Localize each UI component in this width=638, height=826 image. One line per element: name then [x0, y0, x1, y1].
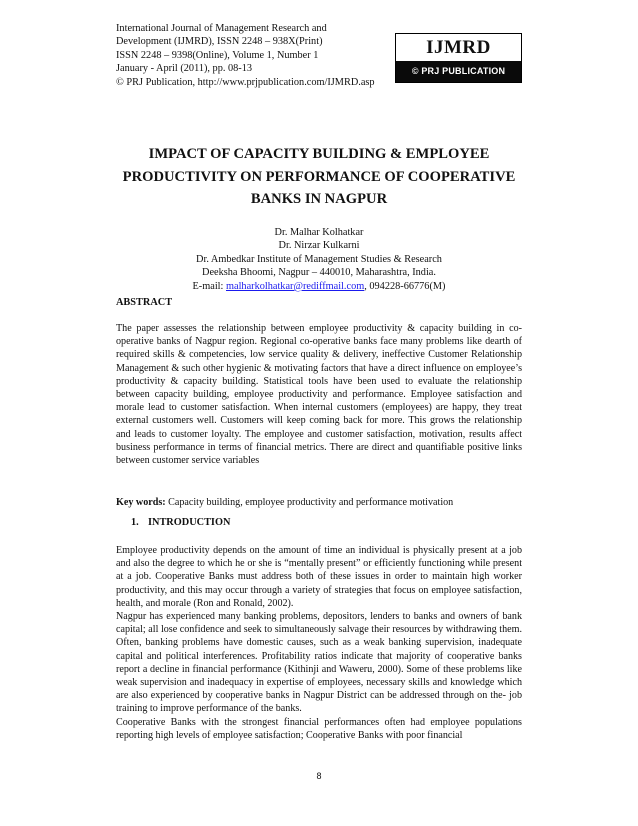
journal-logo-box [395, 33, 522, 83]
journal-line: January - April (2011), pp. 08-13 [116, 63, 253, 75]
title-line: IMPACT OF CAPACITY BUILDING & EMPLOYEE [148, 146, 490, 162]
journal-logo-title: IJMRD [426, 37, 491, 58]
keywords-label: Key words: [116, 497, 166, 508]
journal-header [116, 22, 406, 89]
publisher-banner: © PRJ PUBLICATION [396, 61, 521, 82]
author-affiliation: Dr. Ambedkar Institute of Management Studies & Research [196, 253, 442, 265]
abstract-paragraph: The paper assesses the relationship between employee productivity & capacity building in co-operative banks of Nagpur region. Regional co-operative banks face many problems like dearth of required skills & competencies, low service quality & delivery, ineffective Customer Relationship Management & such other hygienic & motivating factors that have a direct influence on employee’s productivity & capacity building. Statistical tools have been used to evaluate the relationship between capacity building, employee productivity and performance. Employee satisfaction and morale lead to customer satisfaction. When internal customers (employees) are happy, they treat external customers well. Customers will keep coming back for more. This grows the relationship and leads to customer loyalty. The employee and customer satisfaction, motivation, results affect business performance in terms of financial metrics. There are direct and quantifiable positive links between customer service variables [116, 323, 522, 467]
title-line: PRODUCTIVITY ON PERFORMANCE OF COOPERATIVE [122, 168, 516, 185]
keywords-text: Capacity building, employee productivity and performance motivation [165, 497, 454, 508]
journal-line: © PRJ Publication, http://www.prjpublication.com/IJMRD.asp [116, 76, 375, 88]
paper-title [116, 143, 522, 211]
author-address: Deeksha Bhoomi, Nagpur – 440010, Maharashtra, India. [202, 267, 436, 279]
introduction-body [116, 544, 522, 742]
journal-line: ISSN 2248 – 9398(Online), Volume 1, Number 1 [116, 49, 319, 61]
journal-line: Development (IJMRD), ISSN 2248 – 938X(Print) [116, 36, 323, 48]
keywords-line [116, 496, 522, 509]
introduction-paragraph: Nagpur has experienced many banking problems, depositors, lenders to banks and owners of bank capital; all lose confidence and seek to simultaneously salvage their resources by withdrawing them. Often, banking problems have domestic causes, such as a weak banking supervision, inadequate capital and political interferences. Profitability ratios indicate that majority of cooperative banks report a decline in financial performance (Kithinji and Waweru, 2000). Some of these problems like weak supervision and inadequacy in expertise of employees, necessary skills and knowledge which are also experienced by cooperative banks in Nagpur District can be addressed through on the- job training to improve performance of the banks. [116, 611, 522, 715]
phone-number: , 094228-66776(M) [364, 280, 446, 292]
introduction-paragraph: Cooperative Banks with the strongest financial performances often had employee populations reporting high levels of employee satisfaction; Cooperative Banks with poor financial [116, 716, 522, 741]
author-block [116, 226, 522, 293]
page-number: 8 [316, 771, 322, 781]
abstract-heading: ABSTRACT [116, 297, 173, 308]
abstract-body [116, 322, 522, 467]
author-name: Dr. Malhar Kolhatkar [274, 227, 364, 238]
introduction-heading [131, 517, 230, 528]
section-number: 1. [131, 517, 139, 528]
author-contact [116, 280, 522, 293]
email-link[interactable]: malharkolhatkar@rediffmail.com [225, 280, 365, 292]
journal-line: International Journal of Management Research and [116, 23, 327, 34]
email-prefix: E-mail: [192, 280, 226, 292]
title-line: BANKS IN NAGPUR [250, 191, 388, 207]
section-title: INTRODUCTION [148, 517, 231, 528]
introduction-paragraph: Employee productivity depends on the amount of time an individual is physically present at a job and also the degree to which he or she is “mentally present” or efficiently functioning while present at a job. Cooperative Banks must address both of these issues in order to maintain high worker productivity, and this may occur through a variety of strategies that focus on employee satisfaction, health, and morale (Ron and Ronald, 2002). [116, 545, 522, 609]
author-name: Dr. Nirzar Kulkarni [278, 240, 360, 252]
